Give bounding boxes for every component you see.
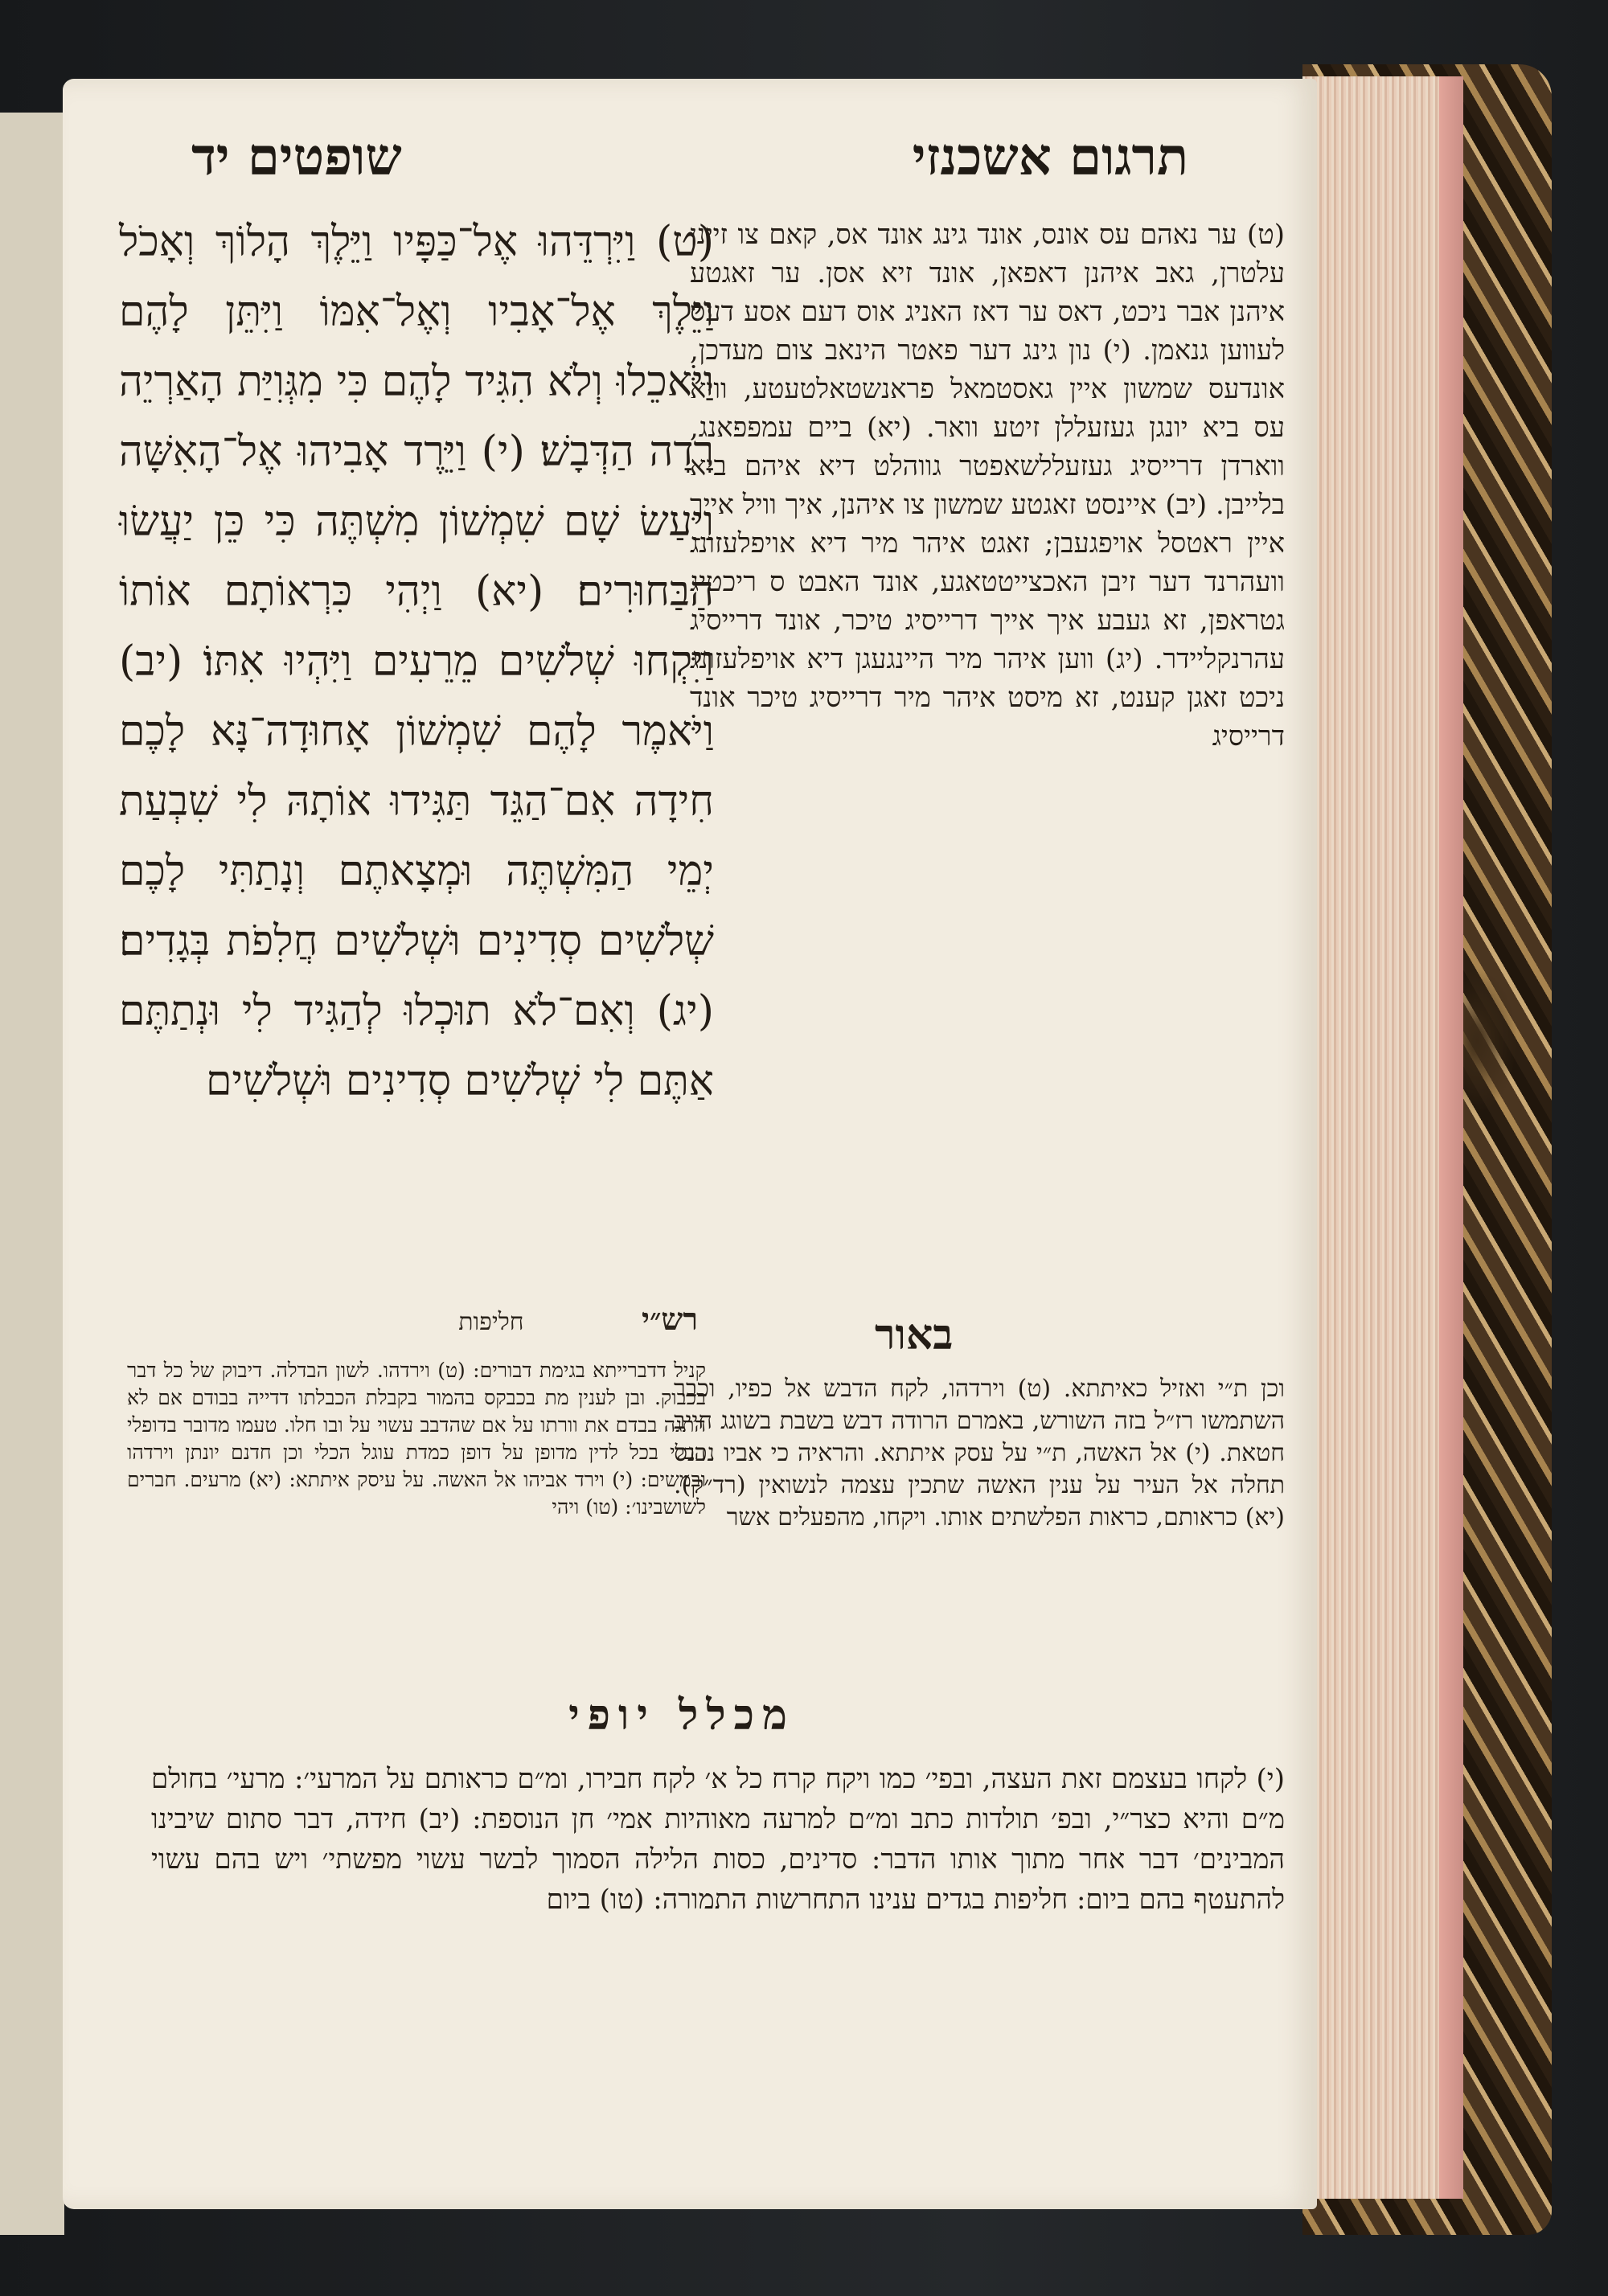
biblical-text-column — [119, 207, 714, 1117]
targum-column — [690, 215, 1285, 756]
biur-text: וכן ת״י ואזיל כאיתתא. (ט) וירדהו, לקח הדבש אל כפיו, וכבר השתמשו רז״ל בזה השורש, באמרם הרודה דבש בשבת בשוגג חייב חטאת. (י) אל האשה, ת״י על עסק איתתא. והראיה כי אביו נכנס תחלה אל העיר על ענין האשה שתכין עצמה לנשואין (רד״ק). (יא) כראותם, כראות הפלשתים אותו. ויקחו, מהפעלים אשר — [674, 1375, 1285, 1531]
rashi-title: רש״י — [642, 1301, 698, 1337]
targum-text: (ט) ער נאהם עס אונס, אונד גינג אונד אס, קאם צו זיינן עלטרן, גאב איהנן דאפאן, אונד זיא אסן. ער זאגטע איהנן אבר ניכט, דאס ער דאז האניג אוס דעם אסע דעס לעווען גנאמן. (י) נון גינג דער פאטר הינאב צום מעדכן, אונדעס שמשון איין גאסטמאל פראנשטאלטעטע, וויא עס ביא יונגן געזעללן זיטע וואר. (יא) ביים עמפפאנג, ווארדן דרייסיג געזעללשאפטר גווהלט דיא איהם ביא בלייבן. (יב) איינסט זאגטע שמשון צו איהנן, איך וויל אייך איין ראטסל אויפגעבן; זאגט איהר מיר דיא אויפלעזונג וועהרנד דער זיבן האכצייטטאגע, אונד האבט ס ריכטיג גטראפן, זא געבע איך אייך דרייסיג טיכר, אונד דרייסיג עהרנקליידר. (יג) ווען איהר מיר היינגעגן דיא אויפלעזונג ניכט זאגן קענט, זא מיסט איהר מיר דרייסיג טיכר אונד דרייסיג — [690, 219, 1285, 752]
book-page — [63, 79, 1317, 2209]
mikhlal-text: (י) לקחו בעצמם זאת העצה, ובפי׳ כמו ויקח קרח כל א׳ לקח חבירו, ומ״ם כראותם על המרעי׳: מרעי׳ בחולם מ״ם והיא כצר״י, ובפ׳ תולדות כתב ומ״ם למרעה מאוהיות אמי׳ חן הנוספת: (יב) חידה, דבר סתום שיבינו המבינים׳ דבר אחר מתוך אותו הדבר: סדינים, כסות הלילה הסמוך לבשר עשוי מפשתי׳ ויש בהם עשוי להתעטף בהם ביום: חליפות בגדים ענינו התחרשות התמורה: (טו) ביום — [151, 1763, 1285, 1916]
red-page-edge — [1439, 76, 1463, 2199]
rashi-heading — [264, 1301, 698, 1338]
biur-heading: באור — [875, 1310, 954, 1359]
rashi-subtitle: חליפות — [458, 1308, 524, 1336]
facing-page-edge — [0, 113, 64, 2235]
biur-commentary — [674, 1373, 1285, 1534]
running-head-targum: תרגום אשכנזי — [912, 127, 1188, 187]
mikhlal-yofi-commentary — [151, 1759, 1285, 1920]
biblical-text: (ט) וַיִּרְדֵּהוּ אֶל־כַּפָּיו וַיֵּלֶךְ הָלוֹךְ וְאָכֹל וַיֵּלֶךְ אֶל־אָבִיו וְאֶל־אִמּוֹ וַיִּתֵּן לָהֶם וַיֹּאכֵלוּ וְלֹא הִגִּיד לָהֶם כִּי מִגְּוִיַּת הָאַרְיֵה רָדָה הַדְּבָשׁ׃ (י) וַיֵּרֶד אָבִיהוּ אֶל־הָאִשָּׁה וַיַּעַשׂ שָׁם שִׁמְשׁוֹן מִשְׁתֶּה כִּי כֵּן יַעֲשׂוּ הַבַּחוּרִים׃ (יא) וַיְהִי כִּרְאוֹתָם אוֹתוֹ וַיִּקְחוּ שְׁלֹשִׁים מֵרֵעִים וַיִּהְיוּ אִתּוֹ׃ (יב) וַיֹּאמֶר לָהֶם שִׁמְשׁוֹן אָחוּדָה־נָּא לָכֶם חִידָה אִם־הַגֵּד תַּגִּידוּ אוֹתָהּ לִי שִׁבְעַת יְמֵי הַמִּשְׁתֶּה וּמְצָאתֶם וְנָתַתִּי לָכֶם שְׁלֹשִׁים סְדִינִים וּשְׁלֹשִׁים חֲלִפֹת בְּגָדִים׃ (יג) וְאִם־לֹא תוּכְלוּ לְהַגִּיד לִי וּנְתַתֶּם אַתֶּם לִי שְׁלֹשִׁים סְדִינִים וּשְׁלֹשִׁים — [119, 218, 714, 1105]
rashi-text: קניל דדברייתא בגימת דבורים: (ט) וירדהו. לשון הבדלה. דיבוק של כל דבר בכבוק. ובן לענין מת בכבקס בהמור בקבלת הכבלתו דדייה בבודם אם לא התגה בבדם את וורתו על אם שהדבב עשוי על ובו חלו. טעמו מדובר בדופלי הכלי בכל לדין מדופן על דופן כמדת עוגל הכלי וכן חדנם יונתן וירדהו ובמשים: (י) וירד אביהו אל האשה. על עיסק איתתא: (יא) מרעים. חברים לשושבינו׳: (טו) ויהי — [127, 1359, 706, 1519]
mikhlal-yofi-heading: מכלל יופי — [568, 1691, 795, 1740]
running-head-book: שופטים יד — [191, 127, 402, 187]
rashi-commentary — [127, 1357, 706, 1521]
